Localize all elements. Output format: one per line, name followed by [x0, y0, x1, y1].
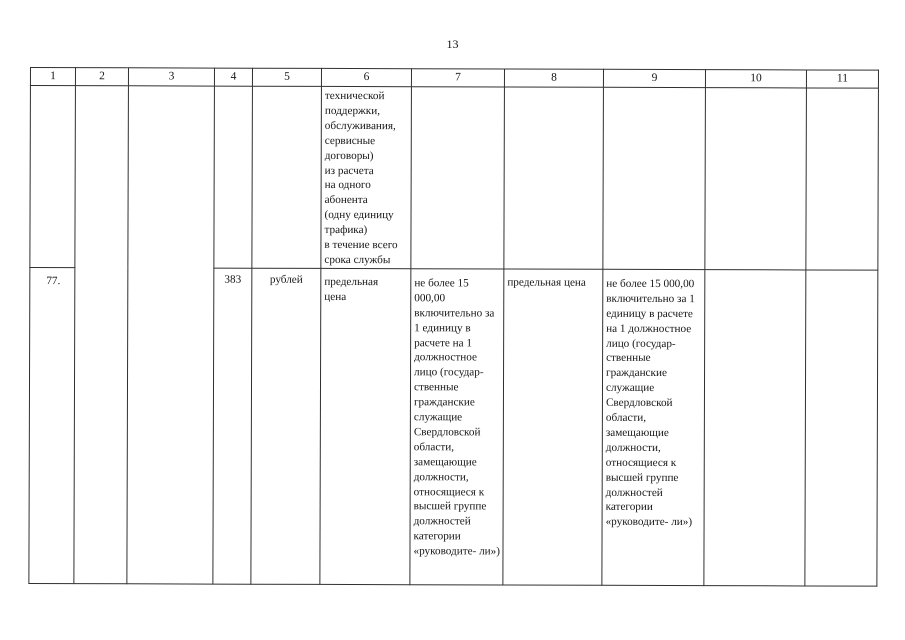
cell-text: технической поддержки, обслуживания, сервисные договоры) из расчета на одного абонента (одну единицу трафика) в течение всего срока службы — [324, 89, 398, 267]
cell-code: 383 — [224, 273, 242, 286]
table-cell — [74, 86, 129, 584]
column-header: 2 — [75, 68, 128, 86]
cell-text — [705, 270, 805, 272]
table-cell — [602, 269, 705, 585]
table-cell — [410, 269, 504, 585]
column-header: 8 — [504, 69, 603, 87]
cell-text: предельная цена — [507, 276, 586, 289]
table-cell — [320, 268, 411, 584]
table-cell — [213, 268, 252, 584]
table-cell — [806, 88, 879, 270]
cell-price-text: не более 15 000,00 включительно за 1 единицу в расчете на 1 должностное лицо (государ- ственные гражданские служащие Свердловской области, замещающие должности, относящиеся к высшей группе должностей категории «руководите- ли») — [605, 277, 695, 529]
table-cell — [251, 268, 321, 584]
column-header: 1 — [30, 68, 75, 86]
table-cell — [503, 269, 603, 585]
cell-unit: рублей — [269, 273, 303, 286]
table-cell — [29, 267, 75, 583]
column-header: 10 — [705, 70, 806, 88]
table-cell — [805, 270, 878, 586]
table-cell — [252, 86, 322, 268]
column-header: 11 — [806, 70, 878, 88]
column-header: 7 — [411, 69, 504, 87]
column-header: 3 — [128, 68, 214, 86]
table-cell — [504, 87, 604, 269]
table-cell — [705, 88, 807, 270]
page-number: 13 — [446, 37, 459, 51]
cell-text: предельная цена — [324, 275, 379, 303]
table-cell — [321, 86, 412, 268]
table-cell — [214, 86, 253, 268]
cell-text — [806, 270, 877, 272]
column-header: 9 — [603, 69, 705, 87]
normatives-table — [28, 67, 879, 587]
cell-price-text: не более 15 000,00 включительно за 1 единицу в расчете на 1 должностное лицо (государ- ственные гражданские служащие Свердловской области, замещающие должности, относящиеся к высшей группе должностей категории «руководите- ли») — [413, 277, 501, 558]
table-cell — [30, 86, 76, 268]
table-cell — [127, 86, 215, 584]
table-cell — [411, 87, 505, 269]
column-header: 5 — [252, 68, 321, 86]
column-header: 6 — [321, 68, 411, 86]
column-header: 4 — [214, 68, 252, 86]
table-cell — [603, 87, 706, 269]
table-cell — [704, 269, 806, 585]
row-number: 77. — [46, 274, 61, 287]
table-row-continuation — [30, 86, 879, 271]
